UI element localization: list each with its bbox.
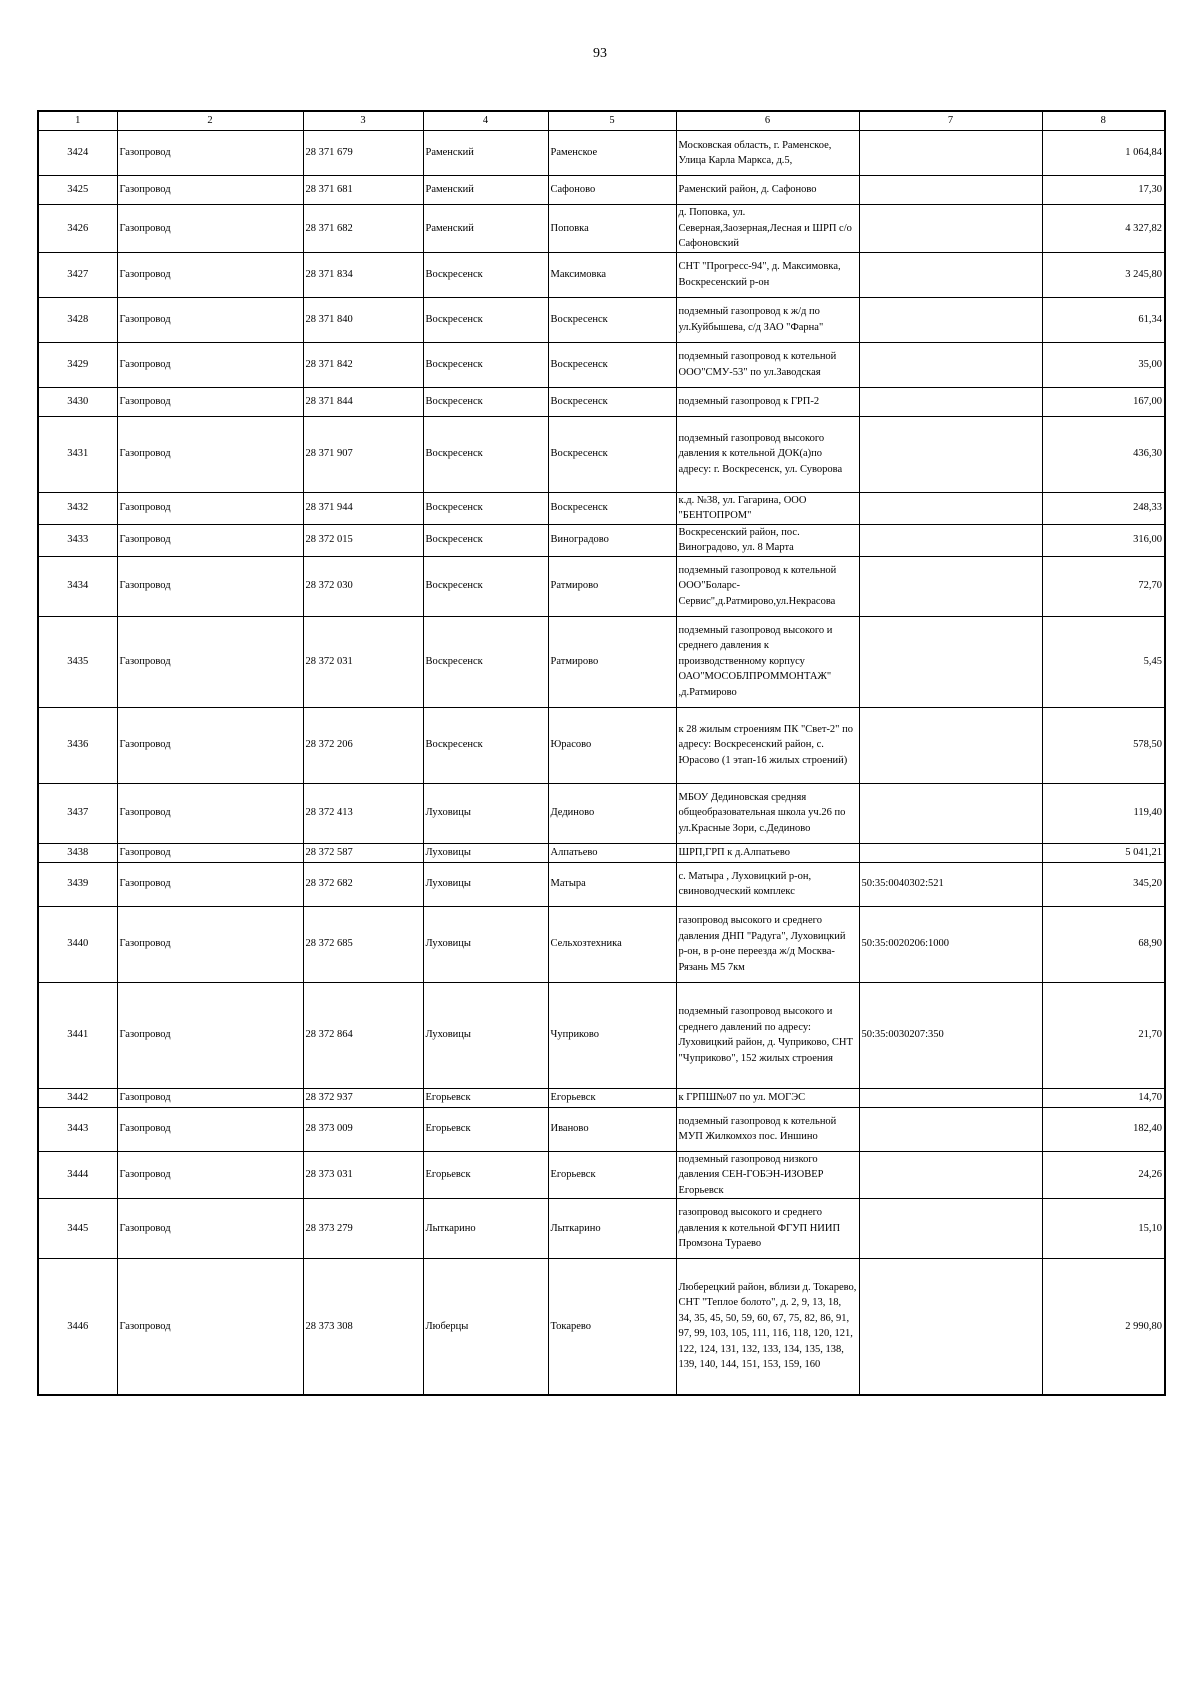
- address-cell: подземный газопровод высокого и среднего давлений по адресу: Луховицкий район, д. Чуприково, СНТ "Чуприково", 152 жилых строения: [676, 982, 859, 1088]
- object-type-cell: Газопровод: [117, 906, 303, 982]
- address-cell: подземный газопровод высокого и среднего давления к производственному корпусу ОАО"МОСОБЛПРОММОНТАЖ" ,д.Ратмирово: [676, 616, 859, 707]
- object-code-cell: 28 372 206: [303, 707, 423, 783]
- cadastral-number-cell: [859, 1088, 1042, 1107]
- object-code-cell: 28 371 679: [303, 131, 423, 176]
- object-code-cell: 28 371 682: [303, 205, 423, 253]
- object-code-cell: 28 371 844: [303, 387, 423, 416]
- district-cell: Луховицы: [423, 783, 548, 843]
- object-type-cell: Газопровод: [117, 342, 303, 387]
- cadastral-number-cell: [859, 1107, 1042, 1151]
- row-number-cell: 3441: [38, 982, 117, 1088]
- object-type-cell: Газопровод: [117, 297, 303, 342]
- object-type-cell: Газопровод: [117, 707, 303, 783]
- table-row: [38, 843, 1165, 862]
- cadastral-number-cell: [859, 1259, 1042, 1395]
- row-number-cell: 3436: [38, 707, 117, 783]
- column-header: 4: [423, 111, 548, 131]
- locality-cell: Чуприково: [548, 982, 676, 1088]
- address-cell: к ГРПШ№07 по ул. МОГЭС: [676, 1088, 859, 1107]
- object-code-cell: 28 372 937: [303, 1088, 423, 1107]
- locality-cell: Ратмирово: [548, 616, 676, 707]
- district-cell: Воскресенск: [423, 297, 548, 342]
- value-cell: 2 990,80: [1042, 1259, 1165, 1395]
- column-header: 7: [859, 111, 1042, 131]
- locality-cell: Егорьевск: [548, 1151, 676, 1199]
- object-type-cell: Газопровод: [117, 205, 303, 253]
- district-cell: Раменский: [423, 205, 548, 253]
- locality-cell: Воскресенск: [548, 342, 676, 387]
- object-code-cell: 28 372 864: [303, 982, 423, 1088]
- column-header: 5: [548, 111, 676, 131]
- object-code-cell: 28 373 308: [303, 1259, 423, 1395]
- column-header: 2: [117, 111, 303, 131]
- value-cell: 119,40: [1042, 783, 1165, 843]
- cadastral-number-cell: [859, 616, 1042, 707]
- table-row: [38, 252, 1165, 297]
- address-cell: подземный газопровод низкого давления СЕН-ГОБЭН-ИЗОВЕР Егорьевск: [676, 1151, 859, 1199]
- object-type-cell: Газопровод: [117, 131, 303, 176]
- cadastral-number-cell: [859, 524, 1042, 556]
- row-number-cell: 3428: [38, 297, 117, 342]
- object-type-cell: Газопровод: [117, 524, 303, 556]
- locality-cell: Дединово: [548, 783, 676, 843]
- row-number-cell: 3445: [38, 1199, 117, 1259]
- object-type-cell: Газопровод: [117, 982, 303, 1088]
- object-type-cell: Газопровод: [117, 843, 303, 862]
- address-cell: Люберецкий район, вблизи д. Токарево, СНТ "Теплое болото", д. 2, 9, 13, 18, 34, 35, 45, 50, 59, 60, 67, 75, 82, 86, 91, 97, 99, 103, 105, 111, 116, 118, 120, 121, 122, 124, 131, 132, 133, 134, 135, 138, 139, 140, 144, 151, 153, 159, 160: [676, 1259, 859, 1395]
- row-number-cell: 3439: [38, 862, 117, 906]
- row-number-cell: 3431: [38, 416, 117, 492]
- table-row: [38, 616, 1165, 707]
- value-cell: 316,00: [1042, 524, 1165, 556]
- district-cell: Воскресенск: [423, 616, 548, 707]
- locality-cell: Иваново: [548, 1107, 676, 1151]
- value-cell: 15,10: [1042, 1199, 1165, 1259]
- table-row: [38, 297, 1165, 342]
- object-code-cell: 28 373 031: [303, 1151, 423, 1199]
- value-cell: 14,70: [1042, 1088, 1165, 1107]
- table-row: [38, 492, 1165, 524]
- value-cell: 24,26: [1042, 1151, 1165, 1199]
- district-cell: Воскресенск: [423, 556, 548, 616]
- cadastral-number-cell: [859, 131, 1042, 176]
- address-cell: д. Поповка, ул. Северная,Заозерная,Лесная и ШРП с/о Сафоновский: [676, 205, 859, 253]
- locality-cell: Ратмирово: [548, 556, 676, 616]
- cadastral-number-cell: 50:35:0030207:350: [859, 982, 1042, 1088]
- row-number-cell: 3442: [38, 1088, 117, 1107]
- object-type-cell: Газопровод: [117, 1199, 303, 1259]
- address-cell: подземный газопровод к котельной МУП Жилкомхоз пос. Иншино: [676, 1107, 859, 1151]
- object-code-cell: 28 373 009: [303, 1107, 423, 1151]
- row-number-cell: 3432: [38, 492, 117, 524]
- cadastral-number-cell: [859, 556, 1042, 616]
- address-cell: Московская область, г. Раменское, Улица Карла Маркса, д.5,: [676, 131, 859, 176]
- object-type-cell: Газопровод: [117, 387, 303, 416]
- object-type-cell: Газопровод: [117, 1107, 303, 1151]
- district-cell: Егорьевск: [423, 1088, 548, 1107]
- page-number: 93: [593, 46, 607, 61]
- row-number-cell: 3426: [38, 205, 117, 253]
- address-cell: с. Матыра , Луховицкий р-он, свиноводческий комплекс: [676, 862, 859, 906]
- value-cell: 5 041,21: [1042, 843, 1165, 862]
- row-number-cell: 3443: [38, 1107, 117, 1151]
- row-number-cell: 3425: [38, 176, 117, 205]
- value-cell: 68,90: [1042, 906, 1165, 982]
- locality-cell: Максимовка: [548, 252, 676, 297]
- district-cell: Раменский: [423, 176, 548, 205]
- row-number-cell: 3434: [38, 556, 117, 616]
- table-row: [38, 862, 1165, 906]
- row-number-cell: 3446: [38, 1259, 117, 1395]
- table-row: [38, 342, 1165, 387]
- value-cell: 17,30: [1042, 176, 1165, 205]
- row-number-cell: 3438: [38, 843, 117, 862]
- table-row: [38, 1259, 1165, 1395]
- address-cell: к 28 жилым строениям ПК "Свет-2" по адресу: Воскресенский район, с. Юрасово (1 этап-16 жилых строений): [676, 707, 859, 783]
- address-cell: газопровод высокого и среднего давления к котельной ФГУП НИИП Промзона Тураево: [676, 1199, 859, 1259]
- row-number-cell: 3424: [38, 131, 117, 176]
- cadastral-number-cell: 50:35:0020206:1000: [859, 906, 1042, 982]
- locality-cell: Лыткарино: [548, 1199, 676, 1259]
- cadastral-number-cell: [859, 492, 1042, 524]
- locality-cell: Воскресенск: [548, 387, 676, 416]
- object-code-cell: 28 371 842: [303, 342, 423, 387]
- locality-cell: Матыра: [548, 862, 676, 906]
- table-row: [38, 1107, 1165, 1151]
- table-row: [38, 1151, 1165, 1199]
- table-row: [38, 556, 1165, 616]
- table-row: [38, 707, 1165, 783]
- object-type-cell: Газопровод: [117, 783, 303, 843]
- value-cell: 61,34: [1042, 297, 1165, 342]
- object-type-cell: Газопровод: [117, 416, 303, 492]
- district-cell: Луховицы: [423, 862, 548, 906]
- cadastral-number-cell: 50:35:0040302:521: [859, 862, 1042, 906]
- object-type-cell: Газопровод: [117, 616, 303, 707]
- object-type-cell: Газопровод: [117, 1151, 303, 1199]
- address-cell: подземный газопровод к котельной ООО"Боларс-Сервис",д.Ратмирово,ул.Некрасова: [676, 556, 859, 616]
- value-cell: 1 064,84: [1042, 131, 1165, 176]
- address-cell: подземный газопровод к ГРП-2: [676, 387, 859, 416]
- value-cell: 167,00: [1042, 387, 1165, 416]
- table-row: [38, 524, 1165, 556]
- district-cell: Егорьевск: [423, 1151, 548, 1199]
- district-cell: Воскресенск: [423, 524, 548, 556]
- table-row: [38, 1199, 1165, 1259]
- locality-cell: Сафоново: [548, 176, 676, 205]
- object-type-cell: Газопровод: [117, 1259, 303, 1395]
- table-row: [38, 416, 1165, 492]
- table-row: [38, 783, 1165, 843]
- cadastral-number-cell: [859, 342, 1042, 387]
- locality-cell: Виноградово: [548, 524, 676, 556]
- cadastral-number-cell: [859, 297, 1042, 342]
- registry-table: [37, 110, 1166, 1396]
- table-row: [38, 982, 1165, 1088]
- object-type-cell: Газопровод: [117, 1088, 303, 1107]
- address-cell: к.д. №38, ул. Гагарина, ООО "БЕНТОПРОМ": [676, 492, 859, 524]
- address-cell: МБОУ Дединовская средняя общеобразовательная школа уч.26 по ул.Красные Зори, с.Дединово: [676, 783, 859, 843]
- cadastral-number-cell: [859, 843, 1042, 862]
- address-cell: подземный газопровод к котельной ООО"СМУ-53" по ул.Заводская: [676, 342, 859, 387]
- table-row: [38, 906, 1165, 982]
- district-cell: Воскресенск: [423, 492, 548, 524]
- address-cell: Воскресенский район, пос. Виноградово, ул. 8 Марта: [676, 524, 859, 556]
- district-cell: Егорьевск: [423, 1107, 548, 1151]
- value-cell: 3 245,80: [1042, 252, 1165, 297]
- table-row: [38, 176, 1165, 205]
- address-cell: СНТ "Прогресс-94", д. Максимовка, Воскресенский р-он: [676, 252, 859, 297]
- table-row: [38, 131, 1165, 176]
- object-type-cell: Газопровод: [117, 176, 303, 205]
- object-code-cell: 28 371 840: [303, 297, 423, 342]
- object-code-cell: 28 372 587: [303, 843, 423, 862]
- object-code-cell: 28 372 685: [303, 906, 423, 982]
- column-header: 6: [676, 111, 859, 131]
- object-code-cell: 28 371 907: [303, 416, 423, 492]
- address-cell: подземный газопровод высокого давления к котельной ДОК(а)по адресу: г. Воскресенск, ул. Суворова: [676, 416, 859, 492]
- address-cell: подземный газопровод к ж/д по ул.Куйбышева, с/д ЗАО "Фарна": [676, 297, 859, 342]
- value-cell: 4 327,82: [1042, 205, 1165, 253]
- row-number-cell: 3429: [38, 342, 117, 387]
- value-cell: 578,50: [1042, 707, 1165, 783]
- district-cell: Воскресенск: [423, 342, 548, 387]
- locality-cell: Раменское: [548, 131, 676, 176]
- object-type-cell: Газопровод: [117, 556, 303, 616]
- object-code-cell: 28 371 681: [303, 176, 423, 205]
- column-header: 8: [1042, 111, 1165, 131]
- cadastral-number-cell: [859, 252, 1042, 297]
- row-number-cell: 3430: [38, 387, 117, 416]
- district-cell: Воскресенск: [423, 387, 548, 416]
- district-cell: Люберцы: [423, 1259, 548, 1395]
- row-number-cell: 3435: [38, 616, 117, 707]
- locality-cell: Егорьевск: [548, 1088, 676, 1107]
- object-type-cell: Газопровод: [117, 492, 303, 524]
- locality-cell: Воскресенск: [548, 416, 676, 492]
- header-row: [38, 111, 1165, 131]
- locality-cell: Поповка: [548, 205, 676, 253]
- row-number-cell: 3440: [38, 906, 117, 982]
- row-number-cell: 3444: [38, 1151, 117, 1199]
- cadastral-number-cell: [859, 176, 1042, 205]
- value-cell: 35,00: [1042, 342, 1165, 387]
- value-cell: 5,45: [1042, 616, 1165, 707]
- column-header: 1: [38, 111, 117, 131]
- column-header: 3: [303, 111, 423, 131]
- cadastral-number-cell: [859, 1151, 1042, 1199]
- cadastral-number-cell: [859, 1199, 1042, 1259]
- district-cell: Лыткарино: [423, 1199, 548, 1259]
- cadastral-number-cell: [859, 205, 1042, 253]
- value-cell: 436,30: [1042, 416, 1165, 492]
- district-cell: Луховицы: [423, 906, 548, 982]
- district-cell: Раменский: [423, 131, 548, 176]
- district-cell: Луховицы: [423, 982, 548, 1088]
- object-code-cell: 28 371 944: [303, 492, 423, 524]
- value-cell: 345,20: [1042, 862, 1165, 906]
- object-code-cell: 28 371 834: [303, 252, 423, 297]
- table-row: [38, 387, 1165, 416]
- locality-cell: Токарево: [548, 1259, 676, 1395]
- object-type-cell: Газопровод: [117, 862, 303, 906]
- district-cell: Луховицы: [423, 843, 548, 862]
- object-type-cell: Газопровод: [117, 252, 303, 297]
- locality-cell: Алпатьево: [548, 843, 676, 862]
- object-code-cell: 28 372 031: [303, 616, 423, 707]
- value-cell: 72,70: [1042, 556, 1165, 616]
- cadastral-number-cell: [859, 416, 1042, 492]
- locality-cell: Сельхозтехника: [548, 906, 676, 982]
- address-cell: газопровод высокого и среднего давления ДНП "Радуга", Луховицкий р-он, в р-оне переезда ж/д Москва-Рязань М5 7км: [676, 906, 859, 982]
- cadastral-number-cell: [859, 783, 1042, 843]
- value-cell: 248,33: [1042, 492, 1165, 524]
- table-row: [38, 1088, 1165, 1107]
- row-number-cell: 3427: [38, 252, 117, 297]
- value-cell: 182,40: [1042, 1107, 1165, 1151]
- district-cell: Воскресенск: [423, 252, 548, 297]
- cadastral-number-cell: [859, 387, 1042, 416]
- table-row: [38, 205, 1165, 253]
- locality-cell: Воскресенск: [548, 492, 676, 524]
- object-code-cell: 28 373 279: [303, 1199, 423, 1259]
- locality-cell: Юрасово: [548, 707, 676, 783]
- object-code-cell: 28 372 413: [303, 783, 423, 843]
- object-code-cell: 28 372 682: [303, 862, 423, 906]
- object-code-cell: 28 372 015: [303, 524, 423, 556]
- address-cell: Раменский район, д. Сафоново: [676, 176, 859, 205]
- cadastral-number-cell: [859, 707, 1042, 783]
- value-cell: 21,70: [1042, 982, 1165, 1088]
- locality-cell: Воскресенск: [548, 297, 676, 342]
- address-cell: ШРП,ГРП к д.Алпатьево: [676, 843, 859, 862]
- row-number-cell: 3437: [38, 783, 117, 843]
- district-cell: Воскресенск: [423, 707, 548, 783]
- district-cell: Воскресенск: [423, 416, 548, 492]
- row-number-cell: 3433: [38, 524, 117, 556]
- object-code-cell: 28 372 030: [303, 556, 423, 616]
